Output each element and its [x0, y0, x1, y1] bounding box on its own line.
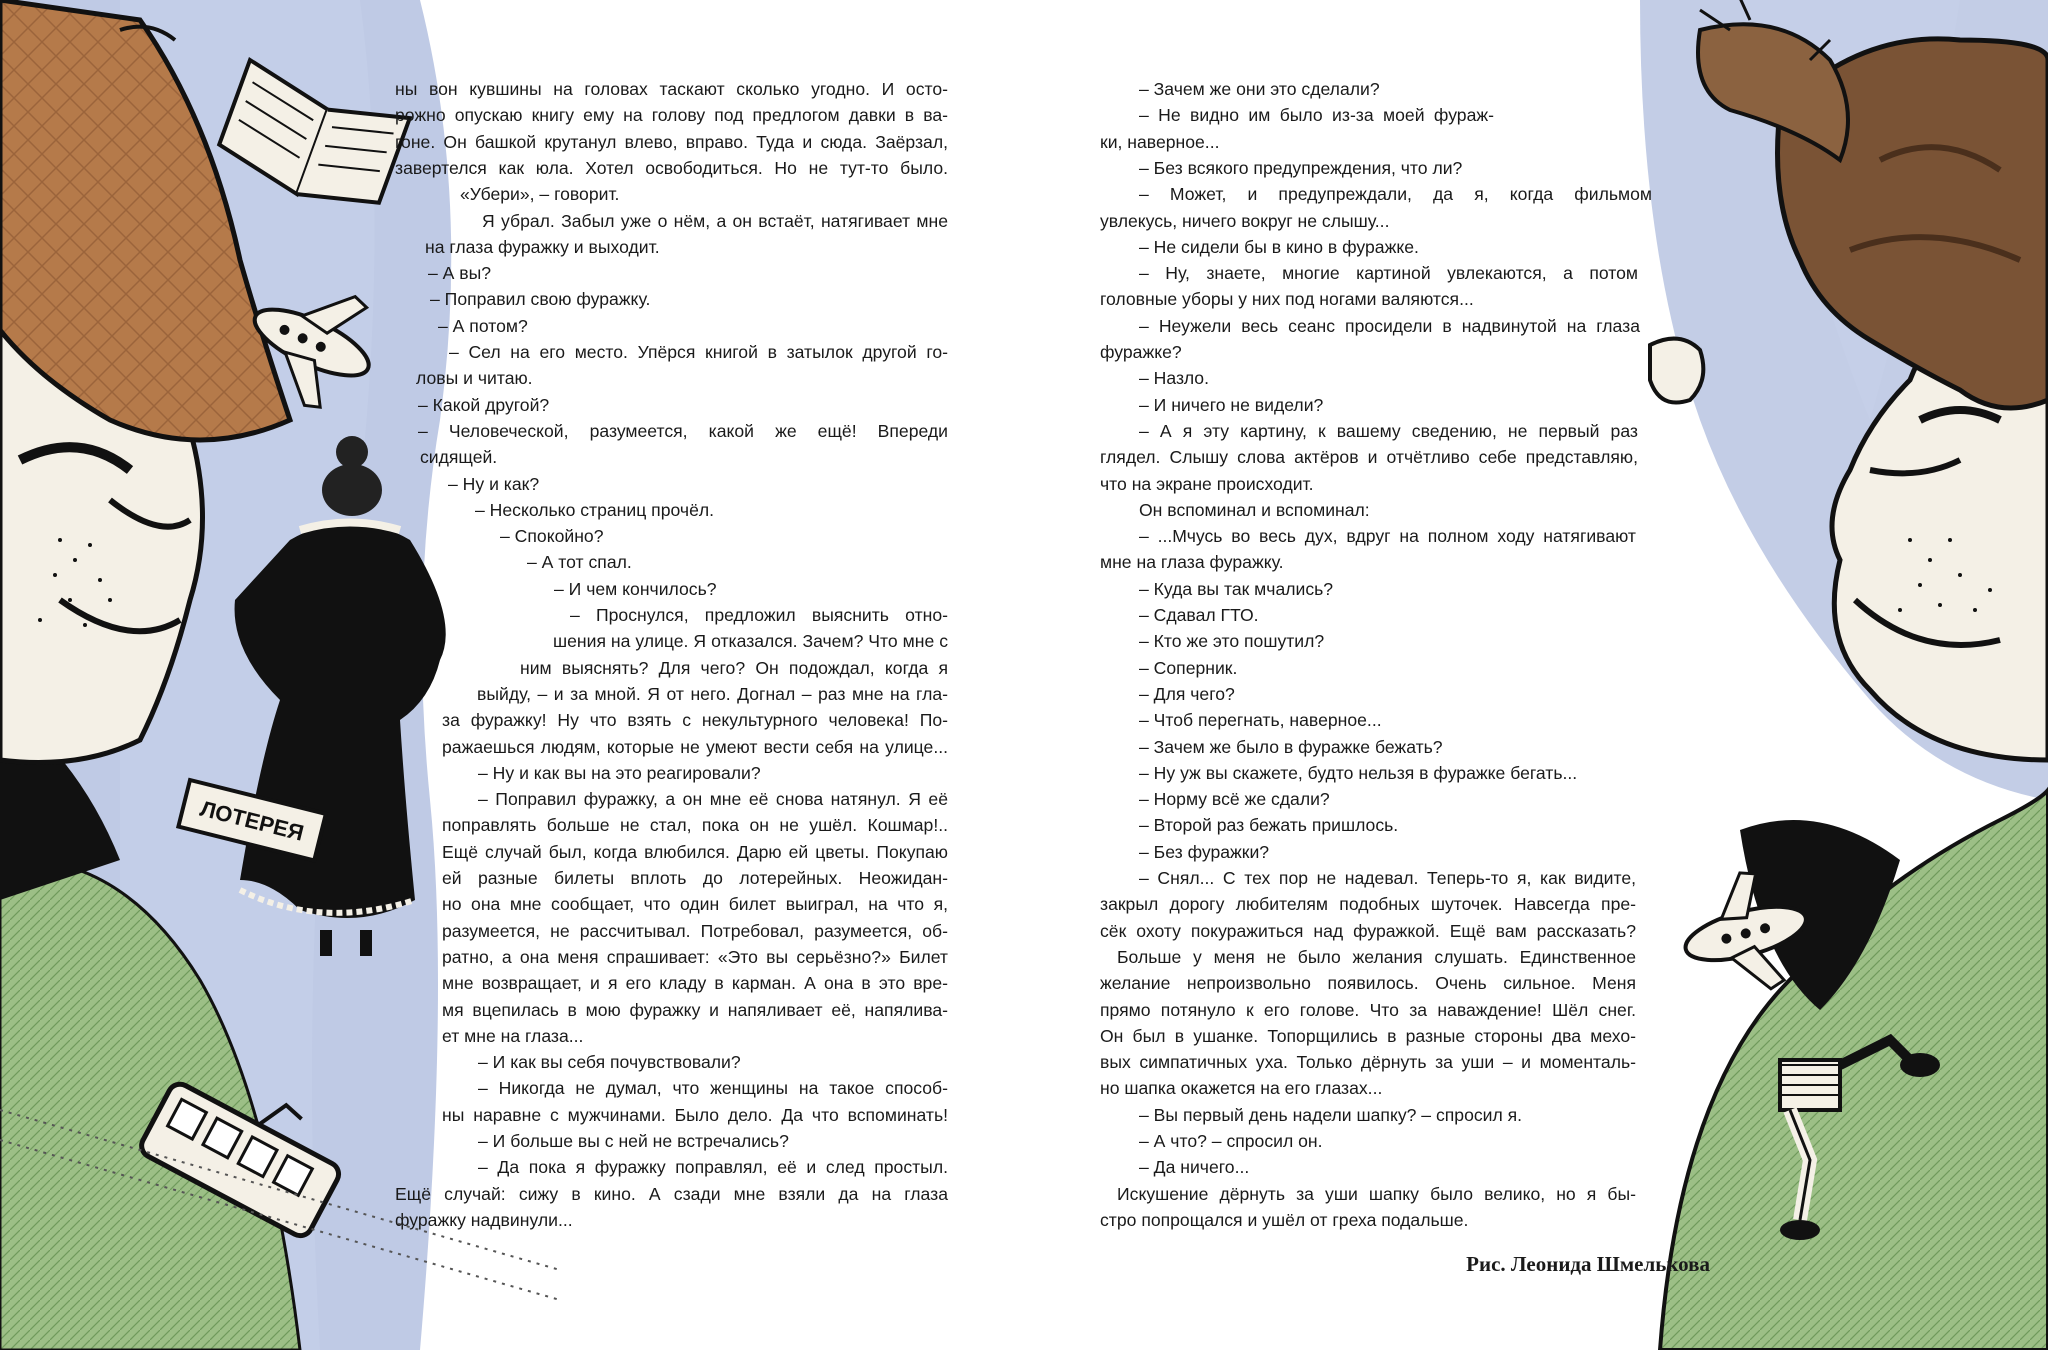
left-text-line: – Да пока я фуражку поправлял, её и след простыл.: [478, 1157, 948, 1178]
right-text-line: – А что? – спросил он.: [1139, 1131, 1323, 1151]
lottery-ticket-label: ЛОТЕРЕЯ: [197, 795, 307, 846]
right-text-line: – Зачем же было в фуражке бежать?: [1139, 736, 1443, 757]
left-text-line: – И как вы себя почувствовали?: [478, 1052, 741, 1073]
left-text-line: ловы и читаю.: [416, 368, 533, 389]
left-text-line: ним выяснять? Для чего? Он подождал, когда я: [520, 657, 948, 678]
left-text-line: но она мне сообщает, что один билет выиграл, на что я,: [442, 894, 948, 915]
right-text-line: – Для чего?: [1139, 683, 1235, 704]
left-text-line: поправлять больше не стал, пока он не ушёл. Кошмар!..: [442, 815, 948, 836]
right-text-line: – Назло.: [1139, 368, 1209, 389]
right-text-line: что на экране происходит.: [1100, 473, 1314, 494]
left-text-line: «Убери», – говорит.: [460, 184, 620, 205]
left-text-line: ны наравне с мужчинами. Было дело. Да что вспоминать!: [442, 1104, 948, 1125]
right-text-line: – Не видно им было из-за моей фураж-: [1139, 105, 1494, 126]
left-text-line: разумеется, не рассчитывал. Потребовал, разумеется, об-: [442, 920, 948, 941]
right-text-line: Искушение дёрнуть за уши шапку было велико, но я бы-: [1117, 1183, 1636, 1204]
right-text-line: – Куда вы так мчались?: [1139, 578, 1334, 599]
right-text-line: – Без всякого предупреждения, что ли?: [1139, 157, 1463, 178]
right-text-line: Он был в ушанке. Топорщились в разные стороны два мехо-: [1100, 1025, 1636, 1046]
left-text-line: рожно опускаю книгу ему на голову под предлогом давки в ва-: [395, 105, 948, 126]
left-text-line: гоне. Он башкой крутанул влево, вправо. Туда и сюда. Заёрзал,: [395, 131, 948, 152]
right-text-line: Больше у меня не было желания слушать. Единственное: [1117, 946, 1636, 967]
right-text-line: – Норму всё же сдали?: [1139, 789, 1330, 810]
right-text-line: – И ничего не видели?: [1139, 394, 1324, 415]
left-text-line: – А потом?: [438, 315, 528, 336]
left-text-line: – Сел на его место. Упёрся книгой в затылок другой го-: [449, 342, 948, 362]
left-text-line: фуражку надвинули...: [395, 1209, 573, 1230]
right-text-line: – Кто же это пошутил?: [1139, 631, 1325, 652]
right-text-line: увлекусь, ничего вокруг не слышу...: [1100, 210, 1390, 231]
right-text-line: – Без фуражки?: [1139, 841, 1270, 862]
left-text-line: Ещё случай был, когда влюбился. Дарю ей цветы. Покупаю: [442, 841, 948, 862]
right-text-line: – Ну, знаете, многие картиной увлекаются, а потом: [1139, 263, 1638, 284]
right-text-line: но шапка окажется на его глазах...: [1100, 1078, 1383, 1099]
right-text-line: – Да ничего...: [1139, 1157, 1250, 1178]
right-text-line: – Неужели весь сеанс просидели в надвинутой на глаза: [1139, 315, 1640, 336]
right-text-line: глядел. Слышу слова актёров и отчётливо себе представляю,: [1100, 447, 1638, 468]
right-text-line: ки, наверное...: [1100, 131, 1220, 152]
illustration-credit: Рис. Леонида Шмелькова: [1466, 1252, 1710, 1276]
left-text-line: – Проснулся, предложил выяснить отно-: [570, 605, 948, 625]
right-text-line: – Чтоб перегнать, наверное...: [1139, 710, 1382, 731]
left-text-line: – Несколько страниц прочёл.: [475, 499, 715, 520]
right-text-line: фуражке?: [1100, 342, 1182, 362]
left-text-line: – Спокойно?: [500, 526, 604, 547]
right-text-line: стро попрощался и ушёл от греха подальше.: [1100, 1209, 1469, 1230]
left-text-line: – Поправил фуражку, а он мне её снова натянул. Я её: [478, 789, 948, 810]
right-text-line: закрыл дорогу любителям подобных шуточек. Навсегда пре-: [1100, 894, 1636, 915]
right-text-line: прямо потянуло к его голове. Что за наваждение! Шёл снег.: [1100, 999, 1636, 1020]
left-text-line: Я убрал. Забыл уже о нём, а он встаёт, натягивает мне: [482, 210, 948, 231]
left-text-line: ей разные билеты вплоть до лотерейных. Неожидан-: [442, 868, 948, 888]
right-text-line: – Зачем же они это сделали?: [1139, 79, 1380, 99]
left-text-line: Ещё случай: сижу в кино. А сзади мне взяли да на глаза: [395, 1183, 948, 1204]
right-text-line: желание непроизвольно появилось. Очень сильное. Меня: [1100, 973, 1636, 994]
left-text-line: на глаза фуражку и выходит.: [425, 236, 660, 257]
right-text-line: – Не сидели бы в кино в фуражке.: [1139, 236, 1419, 257]
right-text-line: сёк охоту покуражиться над фуражкой. Ещё вам рассказать?: [1100, 920, 1636, 941]
right-text-line: – Ну уж вы скажете, будто нельзя в фуражке бегать...: [1139, 762, 1578, 783]
right-text-line: вых симпатичных уха. Только дёрнуть за уши – и моменталь-: [1100, 1052, 1636, 1073]
right-text-line: – Может, и предупреждали, да я, когда фильмом: [1139, 184, 1652, 205]
right-text-line: – А я эту картину, к вашему сведению, не первый раз: [1139, 420, 1638, 441]
left-text-line: – Ну и как?: [448, 473, 540, 494]
left-text-line: шения на улице. Я отказался. Зачем? Что мне с: [553, 631, 948, 652]
right-text-line: – Снял... С тех пор не надевал. Теперь-то я, как видите,: [1139, 868, 1636, 888]
left-text-line: мя вцепилась в мою фуражку и напяливает её, напялива-: [442, 999, 948, 1020]
right-text-line: – Второй раз бежать пришлось.: [1139, 815, 1399, 836]
left-text-line: сидящей.: [420, 447, 498, 468]
left-text-line: выйду, – и за мной. Я от него. Догнал – раз мне на гла-: [477, 683, 948, 704]
left-text-line: ет мне на глаза...: [442, 1025, 584, 1046]
left-text-line: – А тот спал.: [527, 552, 632, 573]
left-text-line: – Поправил свою фуражку.: [430, 289, 651, 310]
left-text-line: – А вы?: [428, 263, 492, 284]
right-text-line: Он вспоминал и вспоминал:: [1139, 499, 1370, 520]
right-text-line: – Сдавал ГТО.: [1139, 605, 1259, 625]
right-text-line: – ...Мчусь во весь дух, вдруг на полном ходу натягивают: [1139, 526, 1636, 547]
left-text-line: – И чем кончилось?: [554, 578, 717, 599]
left-text-line: – И больше вы с ней не встречались?: [478, 1131, 789, 1151]
right-text-line: – Соперник.: [1139, 657, 1238, 678]
left-text-line: ражаешься людям, которые не умеют вести себя на улице...: [442, 736, 948, 757]
left-text-line: – Никогда не думал, что женщины на такое способ-: [478, 1078, 948, 1099]
left-text-line: за фуражку! Ну что взять с некультурного человека! По-: [442, 710, 948, 731]
left-text-line: ны вон кувшины на головах таскают сколько угодно. И осто-: [395, 79, 948, 99]
left-text-line: ратно, а она меня спрашивает: «Это вы серьёзно?» Билет: [442, 946, 948, 967]
right-text-line: – Вы первый день надели шапку? – спросил я.: [1139, 1104, 1523, 1125]
left-text-line: завертелся как юла. Хотел освободиться. Но не тут-то было.: [395, 157, 948, 178]
left-text-line: – Какой другой?: [418, 394, 550, 415]
left-text-line: – Человеческой, разумеется, какой же ещё! Впереди: [418, 420, 948, 441]
left-text-line: – Ну и как вы на это реагировали?: [478, 762, 761, 783]
right-text-line: головные уборы у них под ногами валяются...: [1100, 289, 1474, 310]
flying-rag: [1650, 339, 1703, 403]
left-text-line: мне возвращает, и я его кладу в карман. А она в это вре-: [442, 973, 948, 994]
right-text-line: мне на глаза фуражку.: [1100, 552, 1284, 573]
